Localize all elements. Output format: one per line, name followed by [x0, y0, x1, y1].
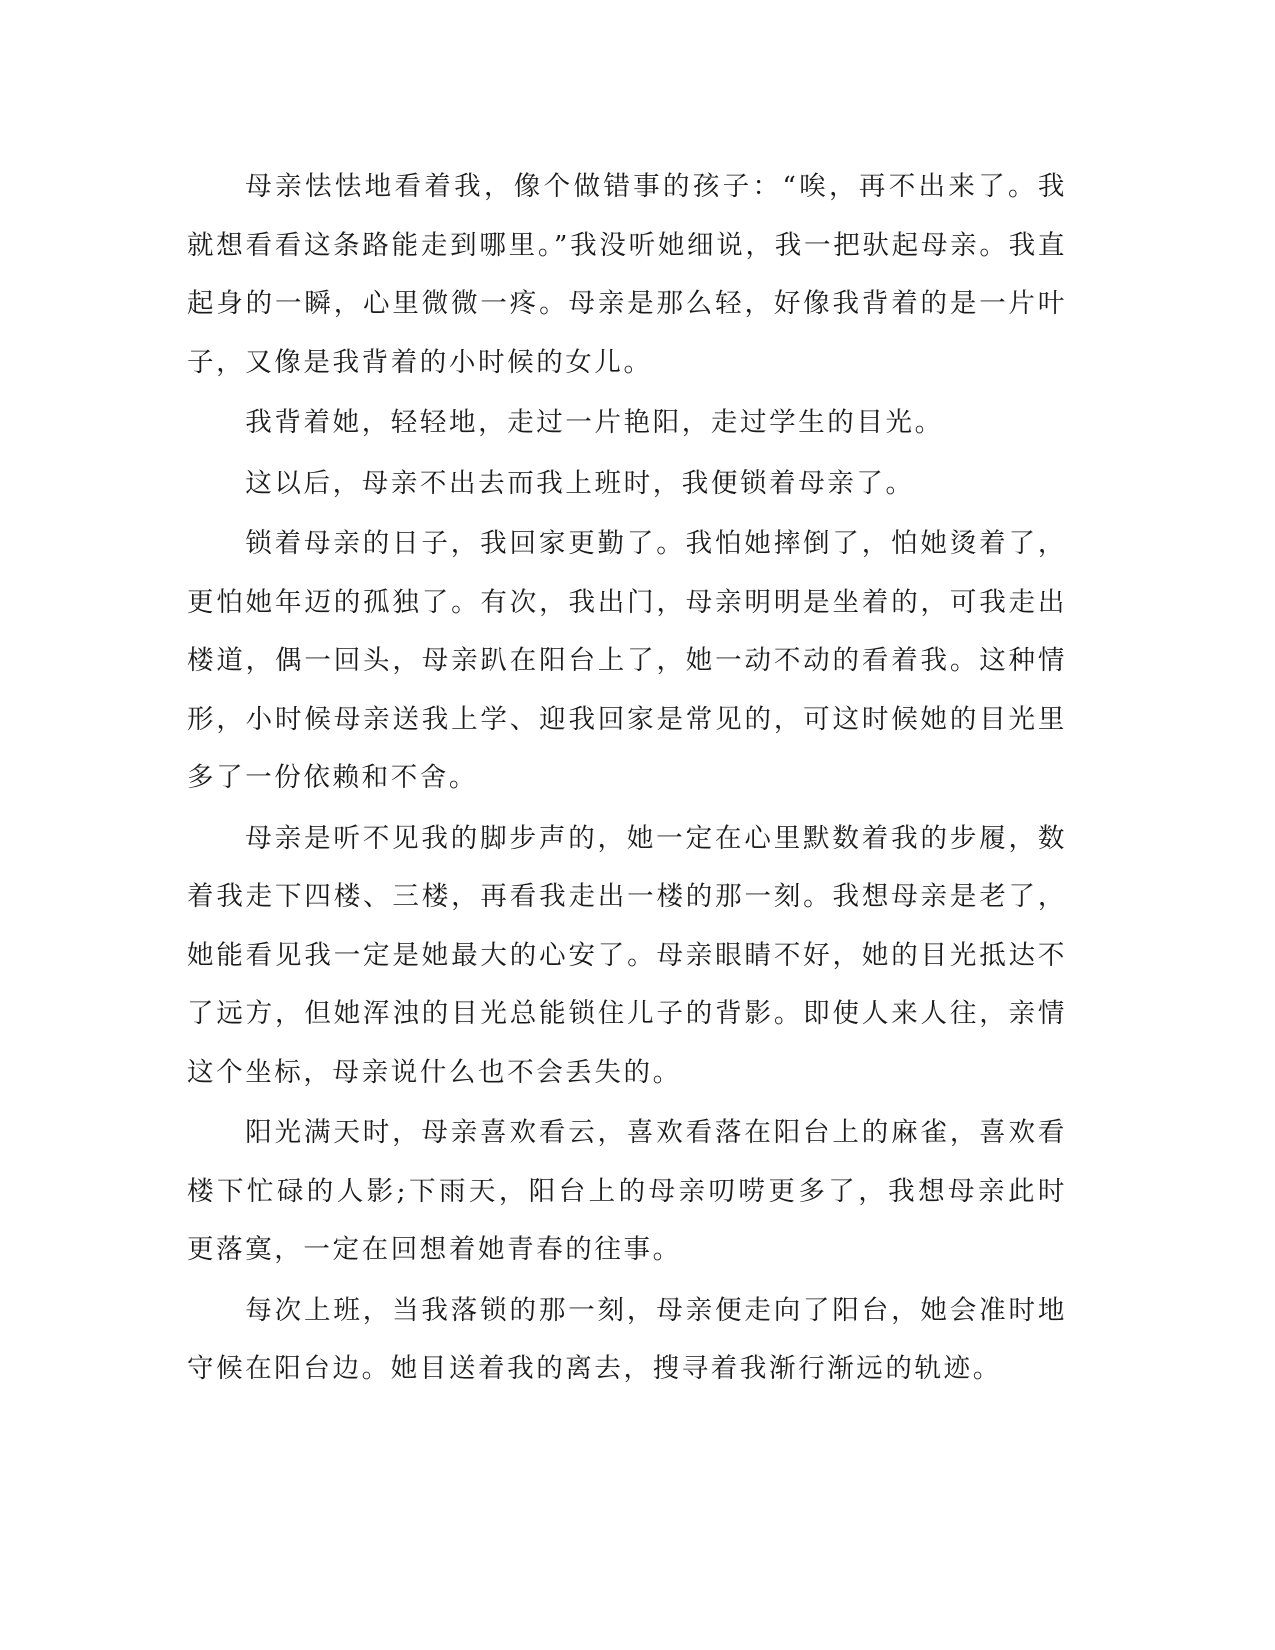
paragraph: 这以后，母亲不出去而我上班时，我便锁着母亲了。 [245, 467, 915, 499]
paragraph: 锁着母亲的日子，我回家更勤了。我怕她摔倒了，怕她烫着了，更怕她年迈的孤独了。有次，我出门，母亲明明是坐着的，可我走出楼道，偶一回头，母亲趴在阳台上了，她一动不动的看着我。这种情形，小时候母亲送我上学、迎我回家是常见的，可这时候她的目光里多了一份依赖和不舍。 [187, 528, 1067, 793]
paragraph: 母亲是听不见我的脚步声的，她一定在心里默数着我的步履，数着我走下四楼、三楼，再看我走出一楼的那一刻。我想母亲是老了，她能看见我一定是她最大的心安了。母亲眼睛不好，她的目光抵达不了远方，但她浑浊的目光总能锁住儿子的背影。即使人来人往，亲情这个坐标，母亲说什么也不会丢失的。 [187, 822, 1067, 1088]
paragraph: 每次上班，当我落锁的那一刻，母亲便走向了阳台，她会准时地守候在阳台边。她目送着我的离去，搜寻着我渐行渐远的轨迹。 [187, 1294, 1067, 1384]
paragraph: 阳光满天时，母亲喜欢看云，喜欢看落在阳台上的麻雀，喜欢看楼下忙碌的人影;下雨天，阳台上的母亲叨唠更多了，我想母亲此时更落寞，一定在回想着她青春的往事。 [187, 1117, 1067, 1265]
document-body [187, 158, 1067, 1401]
paragraph: 我背着她，轻轻地，走过一片艳阳，走过学生的目光。 [245, 407, 944, 438]
paragraph: 母亲怯怯地看着我，像个做错事的孩子：“唉，再不出来了。我就想看看这条路能走到哪里。”我没听她细说，我一把驮起母亲。我直起身的一瞬，心里微微一疼。母亲是那么轻，好像我背着的是一片叶子，又像是我背着的小时候的女儿。 [187, 171, 1067, 378]
